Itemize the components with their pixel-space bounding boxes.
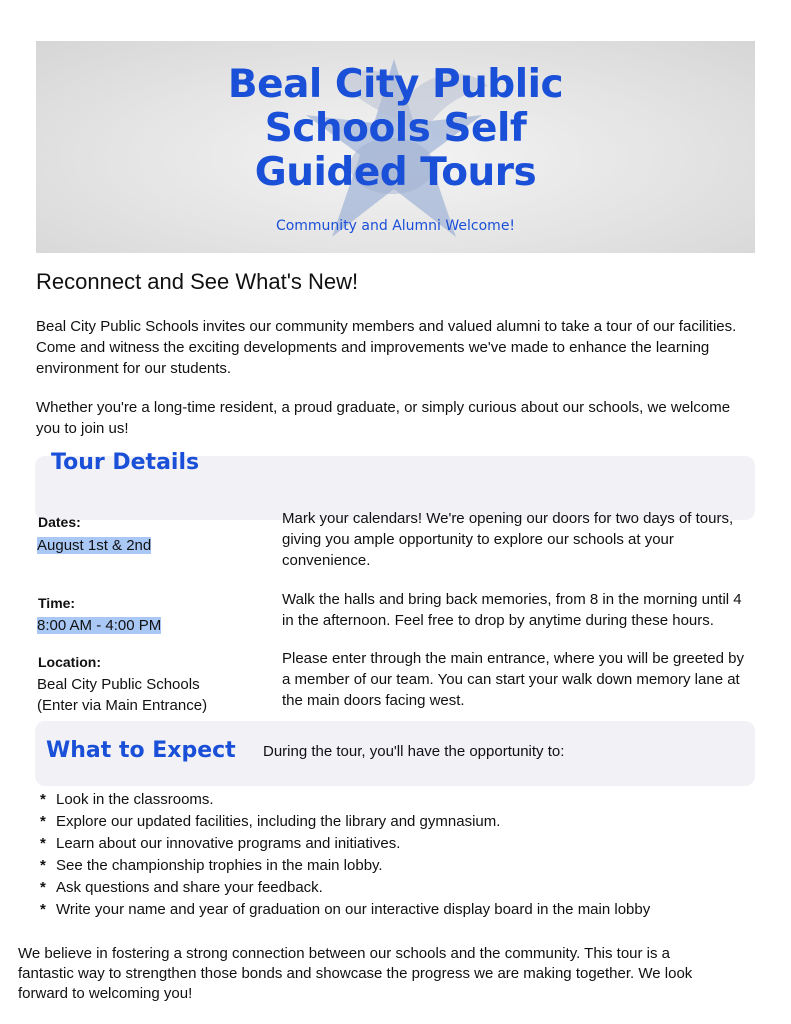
tour-details-title: Tour Details	[51, 450, 200, 475]
bullet-star: *	[40, 813, 46, 830]
dates-value-text: August 1st & 2nd	[37, 537, 152, 554]
list-item-text: Write your name and year of graduation on our interactive display board in the main lobby	[56, 901, 651, 918]
dates-value	[37, 535, 151, 556]
time-description: Walk the halls and bring back memories, from 8 in the morning until 4 in the afternoon. Feel free to drop by anytime during these hours.	[282, 591, 742, 629]
intro-paragraph-2: Whether you're a long-time resident, a proud graduate, or simply curious about our schools, we welcome you to join us!	[36, 399, 731, 437]
location-value-line-1: Beal City Public Schools	[37, 676, 200, 693]
time-value	[37, 615, 161, 636]
banner-title-line-2: Schools Self	[264, 106, 527, 151]
bullet-star: *	[40, 835, 46, 852]
location-value	[37, 674, 207, 716]
bullet-star: *	[40, 857, 46, 874]
list-item-text: Explore our updated facilities, including the library and gymnasium.	[56, 813, 501, 830]
list-item	[40, 855, 650, 877]
dates-description: Mark your calendars! We're opening our doors for two days of tours, giving you ample opportunity to explore our schools at your convenience.	[282, 510, 734, 569]
location-value-line-2: (Enter via Main Entrance)	[37, 697, 208, 714]
bullet-star: *	[40, 791, 46, 808]
closing-paragraph: We believe in fostering a strong connection between our schools and the community. This tour is a fantastic way to strengthen those bonds and showcase the progress we are making together. We look forward to welcoming you!	[18, 945, 693, 1002]
banner-subtitle: Community and Alumni Welcome!	[275, 218, 516, 234]
what-to-expect-title: What to Expect	[46, 738, 236, 763]
what-to-expect-intro: During the tour, you'll have the opportunity to:	[263, 743, 565, 760]
intro-paragraph-1: Beal City Public Schools invites our community members and valued alumni to take a tour of our facilities. Come and witness the exciting developments and improvements we've made to enhance the learning environment for our students.	[36, 318, 737, 377]
location-description: Please enter through the main entrance, where you will be greeted by a member of our team. You can start your walk down memory lane at the main doors facing west.	[282, 650, 744, 709]
banner-title-line-1: Beal City Public	[227, 62, 564, 107]
list-item-text: See the championship trophies in the main lobby.	[56, 857, 383, 874]
list-item	[40, 877, 650, 899]
list-item	[40, 899, 650, 921]
banner-title-line-3: Guided Tours	[254, 150, 537, 195]
time-value-text: 8:00 AM - 4:00 PM	[37, 617, 162, 634]
list-item	[40, 811, 650, 833]
dates-label: Dates:	[38, 514, 81, 530]
header-banner	[36, 41, 755, 253]
location-label: Location:	[38, 654, 101, 670]
what-to-expect-list	[40, 789, 650, 921]
list-item-text: Look in the classrooms.	[56, 791, 214, 808]
banner-title	[36, 63, 755, 195]
list-item-text: Learn about our innovative programs and initiatives.	[56, 835, 401, 852]
bullet-star: *	[40, 901, 46, 918]
intro-heading: Reconnect and See What's New!	[36, 269, 359, 294]
list-item-text: Ask questions and share your feedback.	[56, 879, 323, 896]
time-label: Time:	[38, 595, 76, 611]
bullet-star: *	[40, 879, 46, 896]
list-item	[40, 833, 650, 855]
list-item	[40, 789, 650, 811]
